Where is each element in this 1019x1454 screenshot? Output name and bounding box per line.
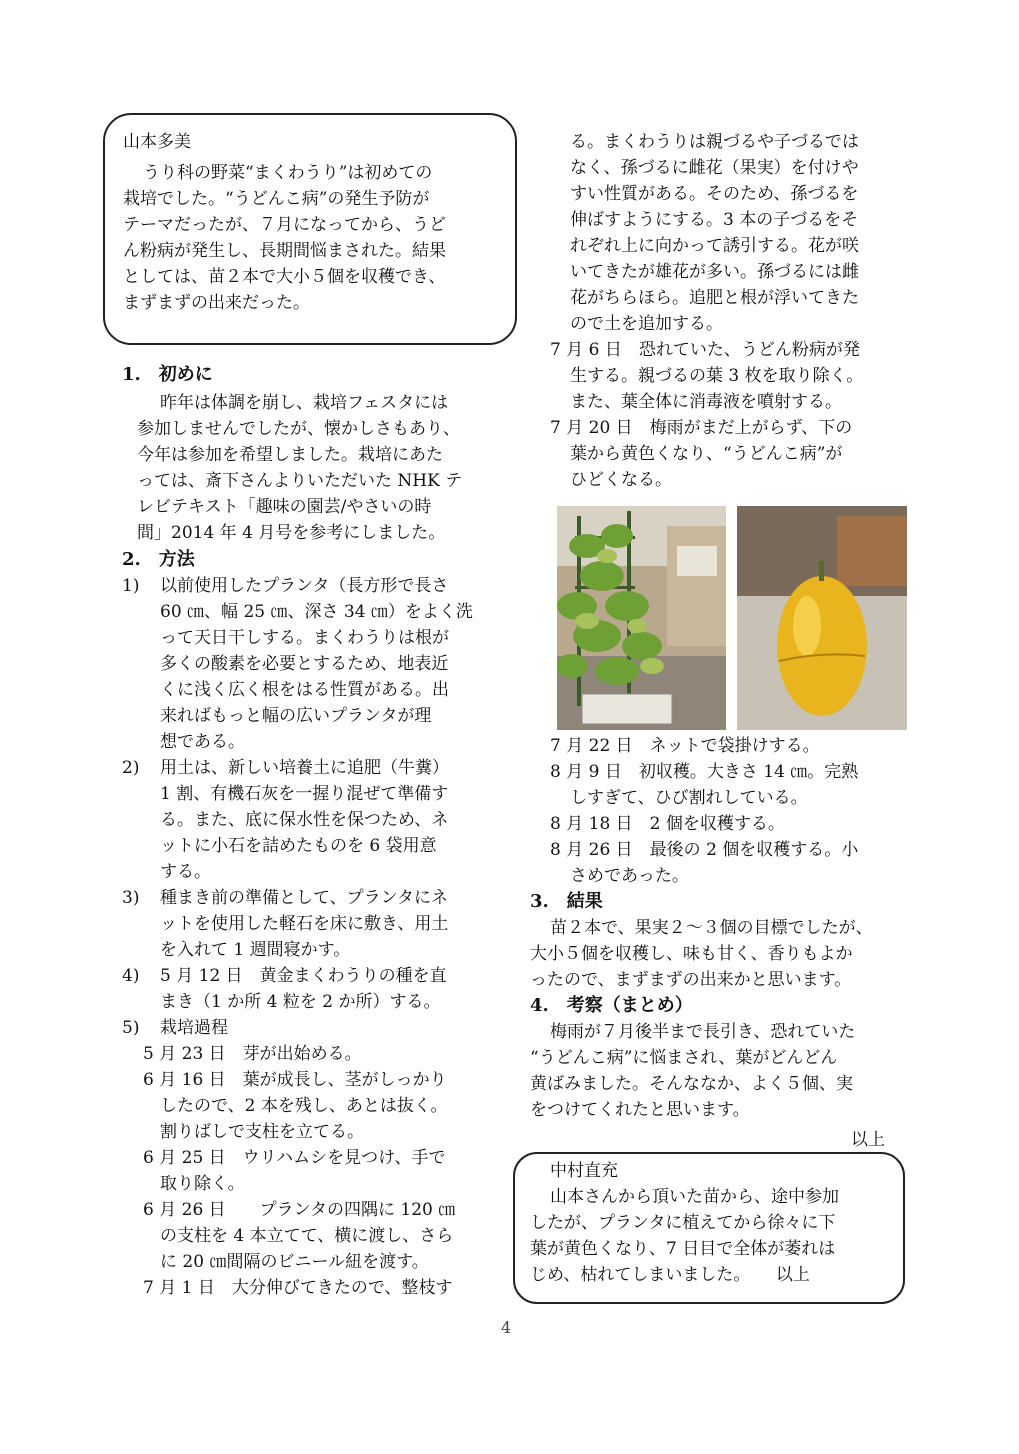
section-heading-method: 2. 方法 [122, 549, 195, 570]
process-line: また、葉全体に消毒液を噴射する。 [570, 392, 842, 412]
paragraph-line: っては、斎下さんよりいただいた NHK テ [137, 471, 463, 491]
section-heading-intro: 1. 初めに [122, 364, 213, 385]
box-line: としては、苗２本で大小５個を収穫でき、 [123, 267, 446, 287]
item-number: 2) [122, 758, 140, 778]
paragraph-line: 参加しませんでしたが、懐かしさもあり、 [137, 419, 460, 439]
process-line: 8 月 9 日 初収穫。大きさ 14 ㎝。完熟 [550, 762, 859, 782]
paragraph-line: “うどんこ病”に悩まされ、葉がどんどん [530, 1048, 838, 1068]
box-line: テーマだったが、７月になってから、うど [123, 215, 446, 235]
process-line: 6 月 25 日 ウリハムシを見つけ、手で [143, 1148, 446, 1168]
paragraph-line: 梅雨が７月後半まで長引き、恐れていた [550, 1022, 856, 1042]
item-line: 栽培過程 [160, 1018, 228, 1038]
item-number: 1) [122, 576, 140, 596]
item-number: 4) [122, 966, 140, 986]
page-number: 4 [501, 1318, 512, 1337]
process-line: したので、2 本を残し、あとは抜く。 [160, 1096, 448, 1116]
process-line: 7 月 6 日 恐れていた、うどん粉病が発 [550, 340, 860, 360]
process-line: 生する。親づるの葉 3 枚を取り除く。 [570, 366, 864, 386]
process-line: 割りばしで支柱を立てる。 [160, 1122, 364, 1142]
process-line: すい性質がある。そのため、孫づるを [570, 184, 859, 204]
process-line: ので土を追加する。 [570, 314, 723, 334]
process-line: なく、孫づるに雌花（果実）を付けや [570, 158, 859, 178]
item-line: る。また、底に保水性を保つため、ネ [160, 810, 449, 830]
item-line: を入れて 1 週間寝かす。 [160, 940, 351, 960]
item-line: まき（1 か所 4 粒を 2 か所）する。 [160, 992, 441, 1012]
item-line: 1 割、有機石灰を一握り混ぜて準備す [160, 784, 449, 804]
box-line: まずまずの出来だった。 [123, 293, 310, 313]
plant-photo [557, 506, 726, 730]
end-mark: 以上 [851, 1130, 885, 1150]
process-line: いてきたが雄花が多い。孫づるには雌 [570, 262, 859, 282]
item-line: ットを使用した軽石を床に敷き、用土 [160, 914, 449, 934]
process-line: 7 月 20 日 梅雨がまだ上がらず、下の [550, 418, 853, 438]
author-name: 山本多美 [123, 132, 191, 152]
paragraph-line: をつけてくれたと思います。 [530, 1100, 750, 1120]
process-line: 5 月 23 日 芽が出始める。 [143, 1044, 362, 1064]
paragraph-line: 間」2014 年 4 月号を参考にしました。 [137, 523, 446, 543]
section-heading-results: 3. 結果 [530, 891, 603, 912]
paragraph-line: ったので、まずまずの出来かと思います。 [530, 970, 852, 990]
item-line: 種まき前の準備として、プランタにネ [160, 888, 448, 908]
process-line: 葉から黄色くなり、“うどんこ病”が [570, 444, 843, 464]
item-line: くに浅く広く根をはる性質がある。出 [160, 680, 449, 700]
item-line: 来ればもっと幅の広いプランタが理 [160, 706, 432, 726]
item-line: 60 ㎝、幅 25 ㎝、深さ 34 ㎝）をよく洗 [160, 602, 473, 622]
item-line: する。 [160, 862, 211, 882]
process-line: に 20 ㎝間隔のビニール紐を渡す。 [160, 1252, 429, 1272]
item-line: って天日干しする。まくわうりは根が [160, 628, 449, 648]
melon-photo [737, 506, 907, 730]
paragraph-line: 今年は参加を希望しました。栽培にあた [137, 445, 443, 465]
process-line: 8 月 18 日 2 個を収穫する。 [550, 814, 785, 834]
process-line: 6 月 26 日 プランタの四隅に 120 ㎝ [143, 1200, 456, 1220]
process-line: さめであった。 [570, 866, 689, 886]
box-line: 山本さんから頂いた苗から、途中参加 [550, 1187, 839, 1207]
item-line: 想である。 [160, 732, 245, 752]
paragraph-line: 大小５個を収穫し、味も甘く、香りもよか [530, 944, 853, 964]
item-number: 5) [122, 1018, 140, 1038]
process-line: ひどくなる。 [570, 470, 672, 490]
paragraph-line: 苗２本で、果実２〜３個の目標でしたが、 [550, 918, 873, 938]
box-line: 栽培でした。“うどんこ病”の発生予防が [123, 189, 430, 209]
paragraph-line: 昨年は体調を崩し、栽培フェスタには [160, 393, 449, 413]
process-line: れぞれ上に向かって誘引する。花が咲 [570, 236, 859, 256]
paragraph-line: 黄ばみました。そんななか、よく５個、実 [530, 1074, 853, 1094]
box-line: うり科の野菜“まくわうり”は初めての [143, 163, 433, 183]
process-line: 7 月 22 日 ネットで袋掛けする。 [550, 736, 820, 756]
item-line: 5 月 12 日 黄金まくわうりの種を直 [160, 966, 447, 986]
item-line: ットに小石を詰めたものを 6 袋用意 [160, 836, 437, 856]
process-line: 花がちらほら。追肥と根が浮いてきた [570, 288, 859, 308]
process-line: 6 月 16 日 葉が成長し、茎がしっかり [143, 1070, 447, 1090]
item-line: 以前使用したプランタ（長方形で長さ [160, 576, 449, 596]
process-line: 8 月 26 日 最後の 2 個を収穫する。小 [550, 840, 859, 860]
box-line: ん粉病が発生し、長期間悩まされた。結果 [123, 241, 446, 261]
item-line: 用土は、新しい培養土に追肥（牛糞） [160, 758, 449, 778]
box-line: したが、プランタに植えてから徐々に下 [530, 1213, 836, 1233]
author-name: 中村直充 [550, 1161, 618, 1181]
box-line: じめ、枯れてしまいました。 以上 [530, 1265, 810, 1285]
box-line: 葉が黄色くなり、7 日目で全体が萎れは [530, 1239, 836, 1259]
process-line: の支柱を 4 本立てて、横に渡し、さら [160, 1226, 454, 1246]
process-line: 取り除く。 [160, 1174, 245, 1194]
process-line: 伸ばすようにする。3 本の子づるをそ [570, 210, 859, 230]
item-number: 3) [122, 888, 140, 908]
paragraph-line: レビテキスト「趣味の園芸/やさいの時 [137, 497, 432, 517]
process-line: る。まくわうりは親づるや子づるでは [570, 132, 859, 152]
process-line: しすぎて、ひび割れしている。 [570, 788, 808, 808]
item-line: 多くの酸素を必要とするため、地表近 [160, 654, 449, 674]
section-heading-discussion: 4. 考察（まとめ） [530, 995, 693, 1016]
process-line: 7 月 1 日 大分伸びてきたので、整枝す [143, 1278, 453, 1298]
